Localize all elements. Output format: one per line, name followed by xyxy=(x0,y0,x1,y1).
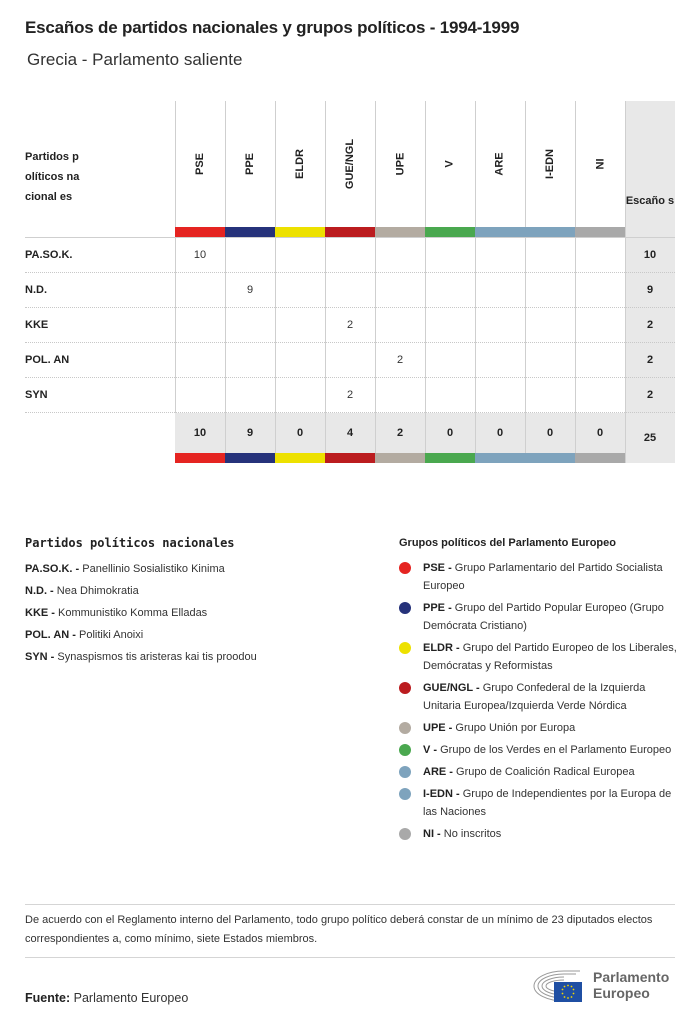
group-color-band xyxy=(475,453,525,463)
group-abbr: ARE - xyxy=(423,766,453,778)
national-legend-item xyxy=(25,624,257,646)
group-color-band xyxy=(175,227,225,237)
national-legend-item xyxy=(25,646,257,668)
total-column-header: Escaño s xyxy=(625,195,675,207)
group-legend-item xyxy=(399,719,679,737)
column-header-label: NI xyxy=(594,158,606,170)
party-name: Synaspismos tis aristeras kai tis proodou xyxy=(57,651,257,663)
seats-table xyxy=(25,101,675,444)
group-color-band xyxy=(575,453,625,463)
column-header-label: I-EDN xyxy=(543,149,556,179)
group-abbr: PSE - xyxy=(423,562,452,574)
national-legend-item xyxy=(25,602,257,624)
party-name: Kommunistiko Komma Elladas xyxy=(58,607,208,619)
group-name: Grupo del Partido Europeo de los Liberales, Demócratas y Reformistas xyxy=(423,642,677,672)
group-name: Grupo de Coalición Radical Europea xyxy=(456,766,635,778)
color-dot-icon xyxy=(399,642,411,654)
group-color-band xyxy=(275,453,325,463)
group-legend-item xyxy=(399,599,679,635)
group-abbr: I-EDN - xyxy=(423,788,460,800)
group-legend-item xyxy=(399,679,679,715)
column-header xyxy=(325,101,375,227)
group-abbr: GUE/NGL - xyxy=(423,682,480,694)
group-abbr: UPE - xyxy=(423,722,453,734)
column-divider xyxy=(275,413,276,453)
row-total: 9 xyxy=(646,284,654,296)
national-legend-title: Partidos políticos nacionales xyxy=(25,536,235,550)
column-header xyxy=(525,101,575,227)
party-name: Nea Dhimokratia xyxy=(56,585,139,597)
seat-cell: 2 xyxy=(346,389,354,401)
column-divider xyxy=(425,413,426,453)
logo-text: Parlamento Europeo xyxy=(593,969,670,1001)
group-name: Grupo Confederal de la Izquierda Unitaria Europea/Izquierda Verde Nórdica xyxy=(423,682,646,712)
group-color-band xyxy=(225,227,275,237)
column-total: 2 xyxy=(396,427,404,439)
group-color-band xyxy=(325,227,375,237)
european-parliament-logo xyxy=(520,967,680,1005)
party-label: POL. AN xyxy=(25,354,70,366)
group-name: Grupo del Partido Popular Europeo (Grupo Demócrata Cristiano) xyxy=(423,602,664,632)
column-header xyxy=(275,101,325,227)
chart-subtitle: Grecia - Parlamento saliente xyxy=(27,50,243,69)
group-legend-item xyxy=(399,741,679,759)
party-name: Politiki Anoixi xyxy=(79,629,144,641)
source-label: Fuente: xyxy=(25,991,71,1005)
grand-total: 25 xyxy=(643,432,657,444)
group-name: Grupo Parlamentario del Partido Socialista Europeo xyxy=(423,562,663,592)
table-row xyxy=(25,378,675,413)
national-legend-item xyxy=(25,558,257,580)
column-total: 0 xyxy=(596,427,604,439)
party-abbr: POL. AN - xyxy=(25,629,76,641)
column-header-label: UPE xyxy=(394,152,406,176)
seat-cell: 2 xyxy=(396,354,404,366)
color-dot-icon xyxy=(399,744,411,756)
footnote: De acuerdo con el Reglamento interno del Parlamento, todo grupo político deberá constar de un mínimo de 23 diputados electos correspondientes a, como mínimo, siete Estados miembros. xyxy=(25,914,653,945)
column-header-label: PPE xyxy=(243,152,256,176)
group-color-band xyxy=(275,227,325,237)
color-dot-icon xyxy=(399,828,411,840)
column-header-label: ARE xyxy=(493,152,506,176)
column-header-label: GUE/NGL xyxy=(344,138,356,190)
column-header xyxy=(425,101,475,227)
seat-cell: 9 xyxy=(246,284,254,296)
group-abbr: V - xyxy=(423,744,438,756)
column-total: 0 xyxy=(296,427,304,439)
column-total: 0 xyxy=(546,427,554,439)
source-value: Parlamento Europeo xyxy=(73,991,189,1005)
party-name: Panellinio Sosialistiko Kinima xyxy=(82,563,225,575)
group-color-band xyxy=(425,227,475,237)
color-dot-icon xyxy=(399,682,411,694)
column-header xyxy=(225,101,275,227)
group-name: Grupo de los Verdes en el Parlamento Europeo xyxy=(440,744,672,756)
party-label: PA.SO.K. xyxy=(25,249,73,261)
column-divider xyxy=(375,413,376,453)
hemicycle-icon xyxy=(520,967,590,1005)
column-divider xyxy=(475,413,476,453)
party-abbr: N.D. - xyxy=(25,585,54,597)
column-total: 0 xyxy=(446,427,454,439)
group-legend-item xyxy=(399,785,679,821)
party-label: KKE xyxy=(25,319,49,331)
national-parties-legend xyxy=(25,536,257,668)
column-header xyxy=(475,101,525,227)
column-divider xyxy=(225,413,226,453)
column-header xyxy=(575,101,625,227)
group-legend-item xyxy=(399,763,679,781)
eu-groups-legend xyxy=(399,537,679,847)
row-total: 2 xyxy=(646,354,654,366)
color-dot-icon xyxy=(399,766,411,778)
column-total: 4 xyxy=(346,427,354,439)
group-legend-item xyxy=(399,825,679,843)
column-header-label: V xyxy=(444,160,456,168)
table-row xyxy=(25,273,675,308)
group-abbr: NI - xyxy=(423,828,441,840)
group-name: No inscritos xyxy=(443,828,502,840)
table-row xyxy=(25,238,675,273)
group-abbr: ELDR - xyxy=(423,642,460,654)
group-legend-item xyxy=(399,639,679,675)
groups-legend-title: Grupos políticos del Parlamento Europeo xyxy=(399,537,616,549)
column-total: 9 xyxy=(246,427,254,439)
group-color-band xyxy=(325,453,375,463)
color-dot-icon xyxy=(399,788,411,800)
group-legend-item xyxy=(399,559,679,595)
column-divider xyxy=(575,413,576,453)
seat-cell: 10 xyxy=(193,249,207,261)
row-total: 2 xyxy=(646,389,654,401)
column-divider xyxy=(325,413,326,453)
column-divider xyxy=(525,413,526,453)
group-color-band xyxy=(175,453,225,463)
row-header-label: Partidos políticos nacional es xyxy=(25,151,80,203)
column-header xyxy=(175,101,225,227)
row-total: 2 xyxy=(646,319,654,331)
group-color-band xyxy=(575,227,625,237)
divider xyxy=(25,957,675,958)
color-dot-icon xyxy=(399,602,411,614)
column-header xyxy=(375,101,425,227)
party-abbr: PA.SO.K. - xyxy=(25,563,80,575)
national-legend-item xyxy=(25,580,257,602)
color-dot-icon xyxy=(399,562,411,574)
column-header-label: ELDR xyxy=(293,149,306,179)
group-color-band xyxy=(525,227,575,237)
group-color-band xyxy=(375,453,425,463)
party-label: SYN xyxy=(25,389,48,401)
table-row xyxy=(25,308,675,343)
column-totals-row xyxy=(175,413,625,453)
group-name: Grupo Unión por Europa xyxy=(455,722,576,734)
group-name: Grupo de Independientes por la Europa de las Naciones xyxy=(423,788,672,818)
table-row xyxy=(25,343,675,378)
group-abbr: PPE - xyxy=(423,602,452,614)
group-color-band xyxy=(375,227,425,237)
group-color-band xyxy=(475,227,525,237)
party-abbr: SYN - xyxy=(25,651,55,663)
seat-cell: 2 xyxy=(346,319,354,331)
color-dot-icon xyxy=(399,722,411,734)
group-color-band xyxy=(225,453,275,463)
party-label: N.D. xyxy=(25,284,47,296)
chart-title: Escaños de partidos nacionales y grupos políticos - 1994-1999 xyxy=(25,18,520,37)
group-color-band xyxy=(425,453,475,463)
source-line xyxy=(25,991,188,1005)
column-total: 0 xyxy=(496,427,504,439)
divider xyxy=(25,904,675,905)
row-total: 10 xyxy=(643,249,657,261)
group-color-band xyxy=(525,453,575,463)
column-total: 10 xyxy=(193,427,207,439)
party-abbr: KKE - xyxy=(25,607,55,619)
column-header-label: PSE xyxy=(193,152,206,176)
